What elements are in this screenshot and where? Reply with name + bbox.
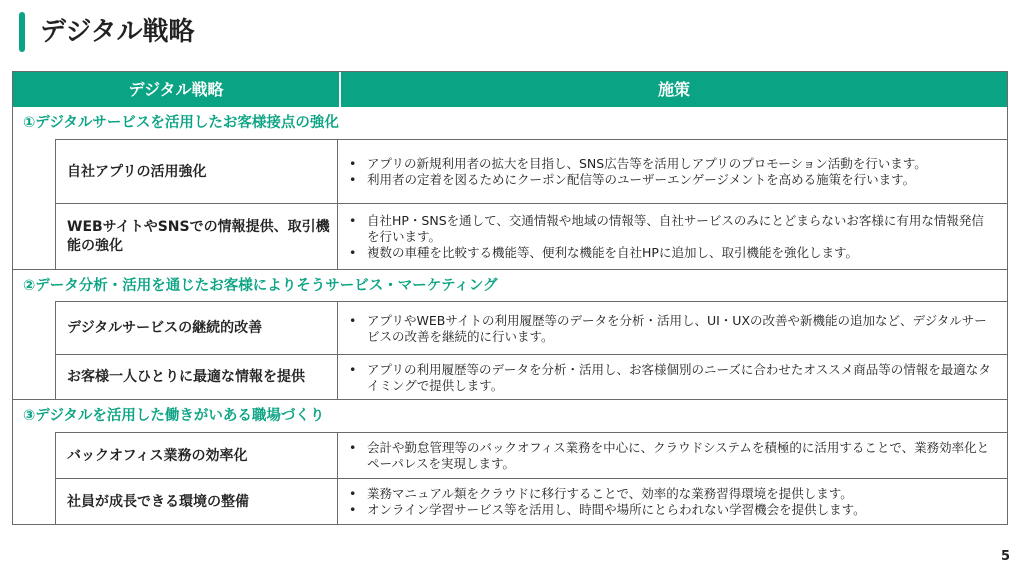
bullet-item: • 利用者の定着を図るためにクーポン配信等のユーザーエンゲージメントを高める施策を行います。 [349,172,916,187]
bullet-item: • 業務マニュアル類をクラウドに移行することで、効率的な業務習得環境を提供します。 [349,486,853,501]
row-name: 自社アプリの活用強化 [55,140,338,204]
bullet-item: • アプリやWEBサイトの利用履歴等のデータを分析・活用し、UI・UXの改善や新機能の追加など、デジタルサービスの改善を継続的に行います。 [349,312,987,344]
row-measures [339,140,1007,204]
page-title: デジタル戦略 [40,17,195,47]
table-row [55,301,1007,355]
table-row [55,432,1007,479]
row-measures [339,302,1007,355]
row-name: お客様一人ひとりに最適な情報を提供 [55,355,338,400]
section-heading: ①デジタルサービスを活用したお客様接点の強化 [23,115,339,131]
table-row [55,139,1007,204]
bullet-item: • オンライン学習サービス等を活用し、時間や場所にとらわれない学習機会を提供します。 [349,502,866,517]
table-row [55,478,1007,525]
bullet-item: • 自社HP・SNSを通して、交通情報や地域の情報等、自社サービスのみにとどまらないお客様に有用な情報発信を行います。 [349,213,984,244]
bullet-item: • 複数の車種を比較する機能等、便利な機能を自社HPに追加し、取引機能を強化します。 [349,245,858,260]
table-row [55,203,1007,270]
row-measures [339,355,1007,400]
strategy-table [12,71,1008,525]
page-number: 5 [1000,549,1010,564]
row-name: 社員が成長できる環境の整備 [55,479,338,525]
row-measures [339,479,1007,525]
bullet-item: • アプリの利用履歴等のデータを分析・活用し、お客様個別のニーズに合わせたオススメ商品等の情報を最適なタイミングで提供します。 [349,361,991,393]
header-measures: 施策 [340,72,1007,107]
row-name: WEBサイトやSNSでの情報提供、取引機能の強化 [55,204,338,270]
section-heading: ②データ分析・活用を通じたお客様によりそうサービス・マーケティング [13,269,1007,302]
header-strategy: デジタル戦略 [13,72,339,107]
table-row [55,354,1007,400]
title-accent-bar [19,12,25,52]
bullet-item: • 会計や勤怠管理等のバックオフィス業務を中心に、クラウドシステムを積極的に活用することで、業務効率化とペーパレスを実現します。 [349,440,990,471]
row-name: デジタルサービスの継続的改善 [55,302,338,355]
row-measures [339,433,1007,479]
section-heading: ③デジタルを活用した働きがいある職場づくり [13,399,1007,432]
bullet-item: • アプリの新規利用者の拡大を目指し、SNS広告等を活用しアプリのプロモーション活動を行います。 [349,156,927,171]
row-name: バックオフィス業務の効率化 [55,433,338,479]
row-measures [339,204,1007,270]
